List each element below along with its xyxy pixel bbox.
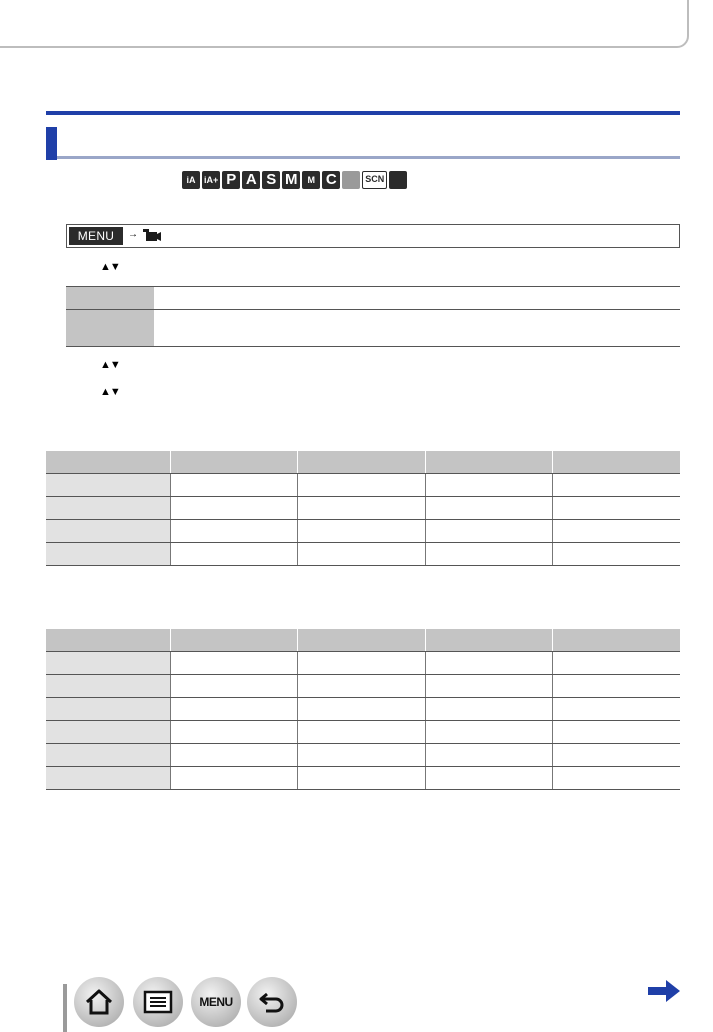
mode-c-icon: C <box>322 171 340 189</box>
table-row <box>46 767 680 790</box>
home-button[interactable] <box>74 977 124 1027</box>
list-icon <box>143 990 173 1014</box>
mode-s-icon: S <box>262 171 280 189</box>
up-down-button-icon: ▲▼ <box>100 386 120 398</box>
table-row <box>46 675 680 698</box>
settings-table-1 <box>46 451 680 566</box>
mode-creative-video-icon: M <box>302 171 320 189</box>
recording-modes <box>182 171 407 189</box>
contents-button[interactable] <box>133 977 183 1027</box>
option-label-cell <box>66 310 154 346</box>
table-row <box>46 474 680 497</box>
next-page-arrow-icon[interactable] <box>646 978 682 1004</box>
section-rule <box>57 156 680 159</box>
table-row <box>46 652 680 675</box>
mode-creative-control-icon <box>389 171 407 189</box>
mode-panorama-icon <box>342 171 360 189</box>
mode-ia-plus-icon: iA+ <box>202 171 220 189</box>
page-header-frame <box>0 0 689 48</box>
option-label-cell <box>66 287 154 309</box>
menu-arrow: → <box>128 229 138 240</box>
home-icon <box>84 988 114 1016</box>
footer-rule <box>63 984 67 1032</box>
title-rule <box>46 111 680 115</box>
up-down-button-icon: ▲▼ <box>100 359 120 371</box>
settings-table-2 <box>46 629 680 790</box>
movie-camera-icon <box>142 228 162 242</box>
mode-m-icon: M <box>282 171 300 189</box>
mode-a-icon: A <box>242 171 260 189</box>
table-header-row <box>46 629 680 652</box>
table-row <box>46 497 680 520</box>
back-button[interactable] <box>247 977 297 1027</box>
table-row <box>46 744 680 767</box>
table-header-row <box>46 451 680 474</box>
table-row <box>46 543 680 566</box>
back-icon <box>257 989 287 1015</box>
menu-button[interactable] <box>191 977 241 1027</box>
up-down-button-icon: ▲▼ <box>100 261 120 273</box>
option-row <box>66 286 680 310</box>
mode-ia-icon: iA <box>182 171 200 189</box>
section-marker <box>46 127 57 160</box>
table-row <box>46 698 680 721</box>
option-row <box>66 310 680 347</box>
menu-icon: MENU <box>199 995 233 1009</box>
menu-badge: MENU <box>69 227 123 245</box>
mode-scn-icon: SCN <box>362 171 387 189</box>
table-row <box>46 721 680 744</box>
mode-p-icon: P <box>222 171 240 189</box>
table-row <box>46 520 680 543</box>
